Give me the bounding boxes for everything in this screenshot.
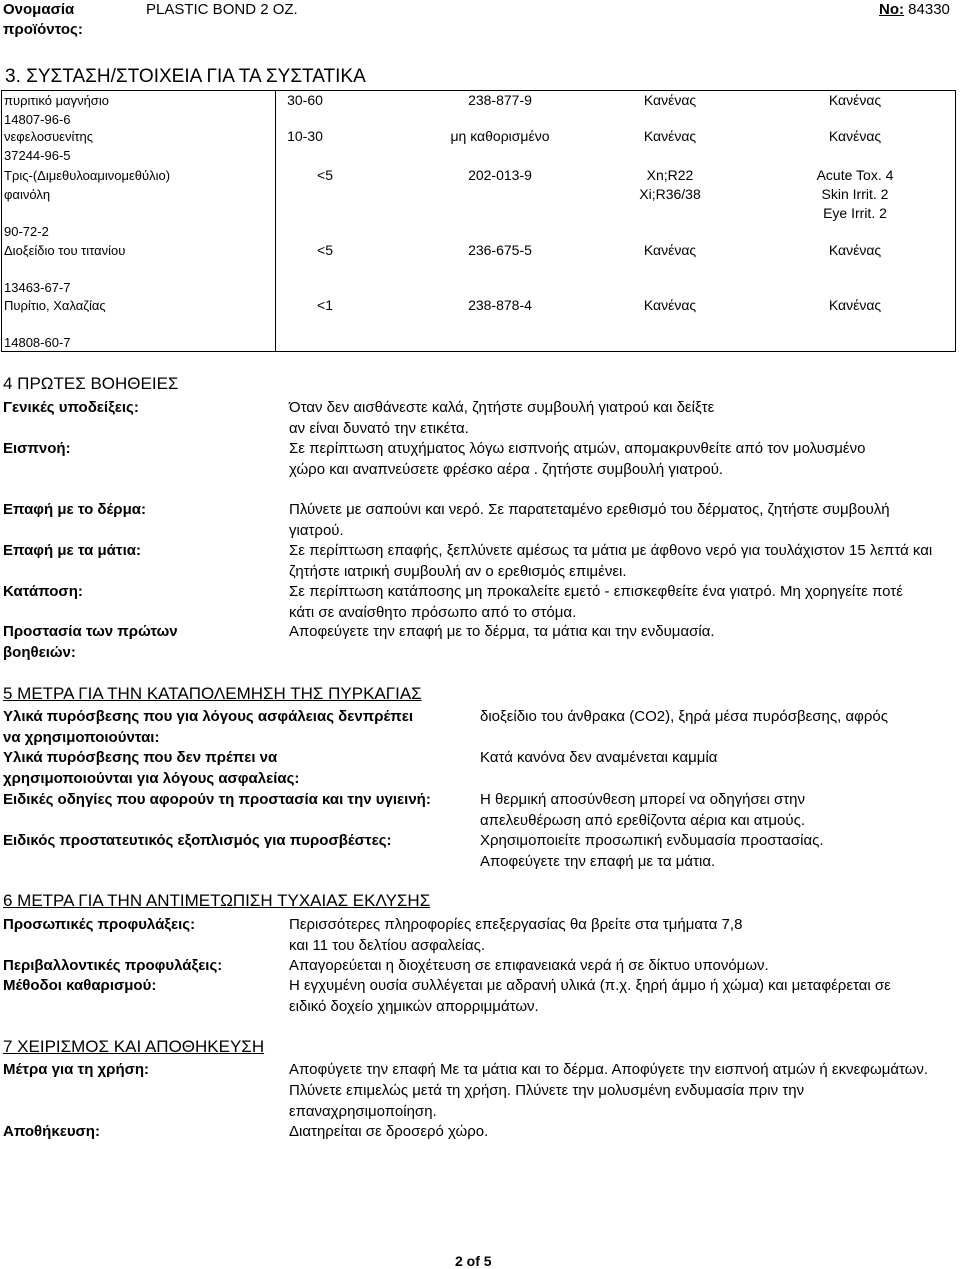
component-class: Κανένας (828, 128, 882, 144)
page-number: 2 of 5 (455, 1253, 492, 1269)
firefighting-text: διοξείδιο του άνθρακα (CO2), ξηρά μέσα πυρόσβεσης, αφρός (480, 708, 888, 725)
spill-label: Προσωπικές προφυλάξεις: (3, 916, 196, 933)
first-aid-text: Σε περίπτωση ατυχήματος λόγω εισπνοής ατμών, απομακρυνθείτε από τον μολυσμένο χώρο και αναπνεύσετε φρέσκο αέρα . ζητήστε συμβουλή γιατρού. (289, 440, 866, 478)
spill-label: Περιβαλλοντικές προφυλάξεις: (3, 957, 223, 974)
component-cas: 14807-96-6 (4, 112, 71, 127)
firefighting-text: Η θερμική αποσύνθεση μπορεί να οδηγήσει στην απελευθέρωση από ερεθίζοντα αέρια και ατμούς. (480, 791, 805, 829)
first-aid-text: Πλύνετε με σαπούνι και νερό. Σε παρατεταμένο ερεθισμό του δέρματος, ζητήστε συμβουλή γιατρού. (289, 501, 890, 539)
component-name: Πυρίτιο, Χαλαζίας (4, 298, 106, 313)
firefighting-text: Χρησιμοποιείτε προσωπική ενδυμασία προστασίας. Αποφεύγετε την επαφή με τα μάτια. (480, 832, 824, 870)
handling-label: Μέτρα για τη χρήση: (3, 1061, 150, 1078)
component-name: Τρις-(Διμεθυλοαμινομεθύλιο) φαινόλη (4, 168, 171, 202)
first-aid-text: Αποφεύγετε την επαφή με το δέρμα, τα μάτια και την ενδυμασία. (289, 623, 715, 640)
first-aid-text: Σε περίπτωση κατάποσης μη προκαλείτε εμετό - επισκεφθείτε ένα γιατρό. Μη χορηγείτε ποτέ κάτι σε αναίσθητο πρόσωπο από το στόμα. (289, 583, 903, 621)
component-class: Κανένας (828, 92, 882, 108)
spill-text: Η εγχυμένη ουσία συλλέγεται με αδρανή υλικά (π.χ. ξηρή άμμο ή χώμα) και μεταφέρεται σε ειδικό δοχείο χημικών απορριμμάτων. (289, 977, 891, 1015)
document-number-value: 84330 (908, 1, 950, 18)
document-number-label: No: (879, 1, 904, 18)
component-cas: 13463-67-7 (4, 280, 71, 295)
firefighting-label: Ειδικός προστατευτικός εξοπλισμός για πυροσβέστες: (3, 832, 392, 849)
storage-label: Αποθήκευση: (3, 1123, 100, 1140)
document-number (879, 0, 950, 20)
component-cas: 37244-96-5 (4, 148, 71, 163)
component-class: Κανένας (828, 242, 882, 258)
first-aid-label: Κατάποση: (3, 583, 83, 600)
firefighting-label: Ειδικές οδηγίες που αφορούν τη προστασία και την υγιεινή: (3, 791, 431, 808)
component-symbols: Xn;R22 Xi;R36/38 (639, 167, 701, 202)
spill-label: Μέθοδοι καθαρισμού: (3, 977, 157, 994)
firefighting-label: Υλικά πυρόσβεσης που για λόγους ασφάλειας δενπρέπει να χρησιμοποιούνται: (3, 708, 414, 746)
section7-title: 7 ΧΕΙΡΙΣΜΟΣ ΚΑΙ ΑΠΟΘΗΚΕΥΣΗ (3, 1037, 265, 1056)
handling-text: Αποφύγετε την επαφή Με τα μάτια και το δέρμα. Αποφύγετε την εισπνοή ατμών ή εκνεφωμάτων. Πλύνετε επιμελώς μετά τη χρήση. Πλύνετε την μολυσμένη ενδυμασία πριν την επαναχρησιμοποίηση. (289, 1061, 929, 1120)
section5-title: 5 ΜΕΤΡΑ ΓΙΑ ΤΗΝ ΚΑΤΑΠΟΛΕΜΗΣΗ ΤΗΣ ΠΥΡΚΑΓΙΑΣ (3, 684, 422, 703)
component-symbols: Κανένας (643, 297, 697, 313)
firefighting-text: Κατά κανόνα δεν αναμένεται καμμία (480, 749, 718, 766)
component-ec: 238-878-4 (468, 297, 532, 313)
product-name: PLASTIC BOND 2 OZ. (146, 1, 298, 18)
component-ec: 236-675-5 (468, 242, 532, 258)
storage-text: Διατηρείται σε δροσερό χώρο. (289, 1123, 489, 1140)
component-ec: 238-877-9 (468, 92, 532, 108)
component-concentration: <5 (317, 167, 333, 183)
first-aid-label: Επαφή με τα μάτια: (3, 542, 141, 559)
product-name-label: Ονομασία προϊόντος: (3, 1, 83, 38)
component-cas: 90-72-2 (4, 224, 49, 239)
first-aid-text: Σε περίπτωση επαφής, ξεπλύνετε αμέσως τα μάτια με άφθονο νερό για τουλάχιστον 15 λεπτά και ζητήστε ιατρική συμβουλή αν ο ερεθισμός επιμένει. (289, 542, 933, 580)
spill-text: Απαγορεύεται η διοχέτευση σε επιφανειακά νερά ή σε δίκτυο υπονόμων. (289, 957, 769, 974)
component-concentration: 10-30 (287, 128, 323, 144)
component-symbols: Κανένας (643, 92, 697, 108)
component-ec: 202-013-9 (468, 167, 532, 183)
first-aid-label: Επαφή με το δέρμα: (3, 501, 146, 518)
section6-title: 6 ΜΕΤΡΑ ΓΙΑ ΤΗΝ ΑΝΤΙΜΕΤΩΠΙΣΗ ΤΥΧΑΙΑΣ ΕΚΛΥΣΗΣ (3, 891, 431, 910)
component-concentration: <1 (317, 297, 333, 313)
component-name: Διοξείδιο του τιτανίου (4, 243, 126, 258)
component-name: πυριτικό μαγνήσιο (4, 93, 109, 108)
component-concentration: <5 (317, 242, 333, 258)
first-aid-label: Γενικές υποδείξεις: (3, 399, 139, 416)
component-class: Acute Tox. 4 Skin Irrit. 2 Eye Irrit. 2 (816, 167, 894, 221)
spill-text: Περισσότερες πληροφορίες επεξεργασίας θα βρείτε στα τμήματα 7,8 και 11 του δελτίου ασφαλείας. (289, 916, 743, 954)
component-symbols: Κανένας (643, 128, 697, 144)
component-concentration: 30-60 (287, 92, 323, 108)
component-symbols: Κανένας (643, 242, 697, 258)
component-cas: 14808-60-7 (4, 335, 71, 350)
component-name: νεφελοσυενίτης (4, 129, 94, 144)
first-aid-label: Εισπνοή: (3, 440, 71, 457)
component-class: Κανένας (828, 297, 882, 313)
firefighting-label: Υλικά πυρόσβεσης που δεν πρέπει να χρησιμοποιούνται για λόγους ασφαλείας: (3, 749, 300, 787)
section4-title: 4 ΠΡΩΤΕΣ ΒΟΗΘΕΙΕΣ (3, 374, 179, 393)
first-aid-text: Όταν δεν αισθάνεστε καλά, ζητήστε συμβουλή γιατρού και δείξτε αν είναι δυνατό την ετικέτα. (289, 399, 715, 437)
first-aid-label: Προστασία των πρώτων βοηθειών: (3, 623, 178, 661)
component-ec: μη καθορισμένο (450, 128, 550, 144)
section3-title: 3. ΣΥΣΤΑΣΗ/ΣΤΟΙΧΕΙΑ ΓΙΑ ΤΑ ΣΥΣΤΑΤΙΚΑ (5, 66, 366, 87)
